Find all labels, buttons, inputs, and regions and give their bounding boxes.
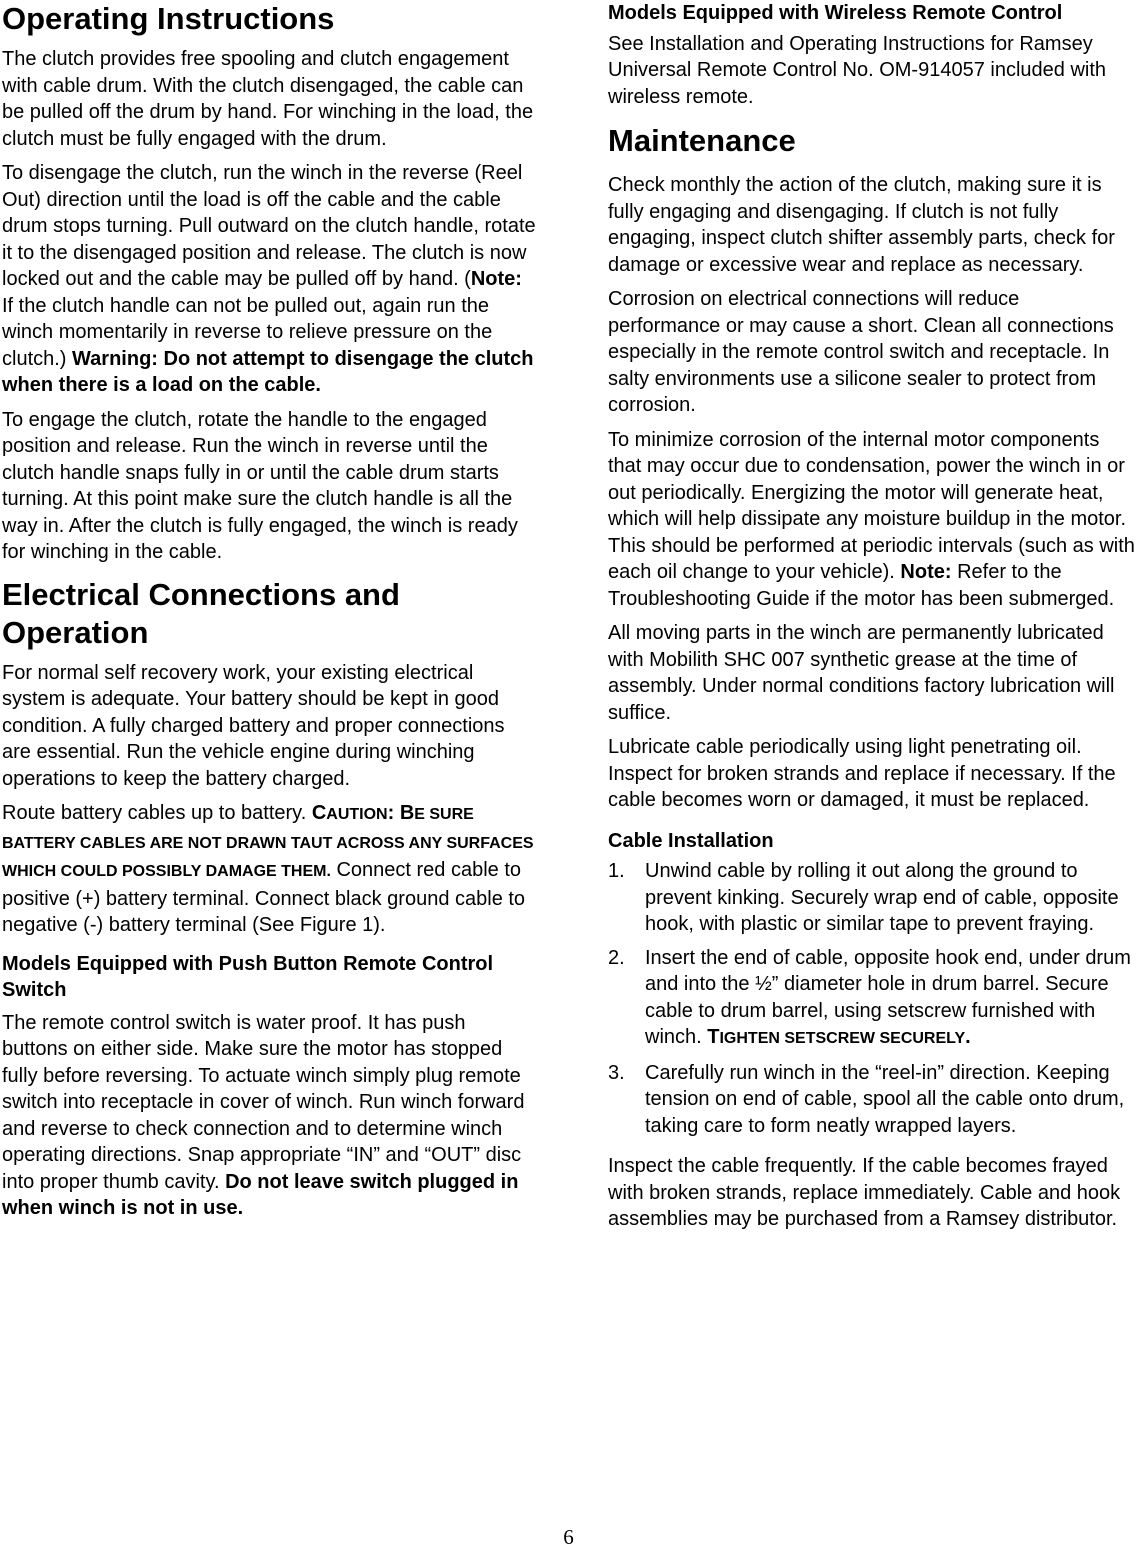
heading-operating-instructions: Operating Instructions: [2, 1, 335, 36]
paragraph-maintenance-clutch: Check monthly the action of the clutch, making sure it is fully engaging and disengaging. If clutch is not fully engaging, inspect clutch shifter assembly parts, check for damage or excessive wear and replace as necessary.: [608, 174, 1115, 276]
caps-end: .: [965, 1026, 971, 1048]
text-route-cables: Route battery cables up to battery.: [2, 802, 312, 824]
paragraph-electrical-system: For normal self recovery work, your existing electrical system is adequate. Your battery should be kept in good condition. A fully charged battery and proper connections are essential. Run the vehicle engine during winching operations to keep the battery charged.: [2, 661, 505, 790]
warning-switch-plugged: Do not leave switch plugged in when winch is not in use.: [2, 1170, 519, 1219]
list-item: [608, 1060, 1137, 1140]
paragraph-maintenance-corrosion: Corrosion on electrical connections will reduce performance or may cause a short. Clean all connections especially in the remote control switch and receptacle. In salty environments use a silicone sealer to protect from corrosion.: [608, 288, 1114, 416]
paragraph-battery-cables: [2, 800, 536, 939]
paragraph-cable-inspection: Inspect the cable frequently. If the cable becomes frayed with broken strands, replace immediately. Cable and hook assemblies may be purchased from a Ramsey distributor.: [608, 1155, 1121, 1230]
left-column: [2, 0, 536, 1230]
text-remote-switch: The remote control switch is water proof. It has push buttons on either side. Make sure the motor has stopped fully before reversing. To actuate winch simply plug remote switch into receptacle in cover of winch. Run winch forward and reverse to check connection and to determine winch operating directions. Snap appropriate “IN” and “OUT” disc into proper thumb cavity.: [2, 1011, 525, 1193]
step-text: Insert the end of cable, opposite hook end, under drum and into the ½” diameter hole in drum barrel. Secure cable to drum barrel, using setscrew furnished with winch.: [645, 946, 1131, 1048]
caution-rest: AUTION: [326, 806, 388, 823]
paragraph-clutch-overview: The clutch provides free spooling and clutch engagement with cable drum. With the clutch disengaged, the cable can be pulled off the drum by hand. For winching in the load, the clutch must be fully engaged with the drum.: [2, 48, 534, 150]
paragraph-engage-clutch: To engage the clutch, rotate the handle to the engaged position and release. Run the winch in reverse until the clutch handle snaps fully in or until the cable drum starts turning. At this point make sure the clutch handle is all the way in. After the clutch is fully engaged, the winch is ready for winching in the cable.: [2, 408, 518, 563]
paragraph-maintenance-cable: Lubricate cable periodically using light penetrating oil. Inspect for broken strands and replace if necessary. If the cable becomes worn or damaged, it must be replaced.: [608, 736, 1116, 811]
caution-message: E SURE BATTERY CABLES ARE NOT DRAWN TAUT ACROSS ANY SURFACES WHICH COULD POSSIBLY DAMAGE THEM.: [2, 806, 534, 880]
heading-push-button-remote: Models Equipped with Push Button Remote Control Switch: [2, 952, 494, 1001]
caution-colon: :: [387, 802, 400, 824]
heading-electrical-connections: Electrical Connections and Operation: [2, 576, 400, 650]
step-number: 1.: [608, 860, 625, 882]
text-disengage-a: To disengage the clutch, run the winch in the reverse (Reel Out) direction until the load is off the cable and the cable drum stops turning. Pull outward on the clutch handle, rotate it to the disengaged position and release. The clutch is now locked out and the cable may be pulled off by hand. (: [2, 162, 536, 290]
text-connect-cables: Connect red cable to positive (+) battery terminal. Connect black ground cable to negative (-) battery terminal (See Figure 1).: [2, 859, 526, 936]
paragraph-disengage-clutch: [2, 160, 536, 399]
warning-text: Warning: Do not attempt to disengage the clutch when there is a load on the cable.: [2, 347, 534, 396]
note-label: Note:: [900, 561, 952, 583]
note-label: Note:: [470, 268, 522, 290]
caps-rest: IGHTEN SETSCREW SECURELY: [719, 1030, 966, 1047]
list-item: [608, 945, 1137, 1053]
heading-cable-installation: Cable Installation: [608, 829, 774, 852]
step-text: Unwind cable by rolling it out along the ground to prevent kinking. Securely wrap end of cable, opposite hook, with plastic or similar tape to prevent fraying.: [645, 860, 1119, 935]
caps-t: T: [707, 1026, 720, 1048]
heading-wireless-remote: Models Equipped with Wireless Remote Control: [608, 2, 1063, 24]
paragraph-wireless-remote: See Installation and Operating Instructions for Ramsey Universal Remote Control No. OM-914057 included with wireless remote.: [608, 32, 1107, 108]
caution-be-b: B: [399, 802, 415, 824]
page-number: 6: [563, 1525, 574, 1549]
text-motor-a: To minimize corrosion of the internal motor components that may occur due to condensation, power the winch in or out periodically. Energizing the motor will generate heat, which will help dissipate any moisture buildup in the motor. This should be performed at periodic intervals (such as with each oil change to your vehicle).: [608, 428, 1135, 583]
paragraph-maintenance-lubrication: All moving parts in the winch are permanently lubricated with Mobilith SHC 007 synthetic grease at the time of assembly. Under normal conditions factory lubrication will suffice.: [608, 622, 1115, 724]
heading-maintenance: Maintenance: [608, 123, 796, 158]
text-motor-b: Refer to the Troubleshooting Guide if the motor has been submerged.: [608, 561, 1115, 610]
paragraph-maintenance-motor: [608, 427, 1137, 613]
list-item: [608, 858, 1137, 938]
text-disengage-b: If the clutch handle can not be pulled out, again run the winch momentarily in reverse to relieve pressure on the clutch.): [2, 294, 493, 370]
step-number: 3.: [608, 1061, 625, 1084]
right-column: [608, 0, 1137, 1241]
caution-c: C: [311, 802, 327, 824]
step-number: 2.: [608, 946, 625, 969]
paragraph-remote-switch: [2, 1010, 536, 1222]
cable-installation-steps: [608, 858, 1137, 1139]
step-text: Carefully run winch in the “reel-in” direction. Keeping tension on end of cable, spool all the cable onto drum, taking care to form neatly wrapped layers.: [645, 1061, 1125, 1137]
